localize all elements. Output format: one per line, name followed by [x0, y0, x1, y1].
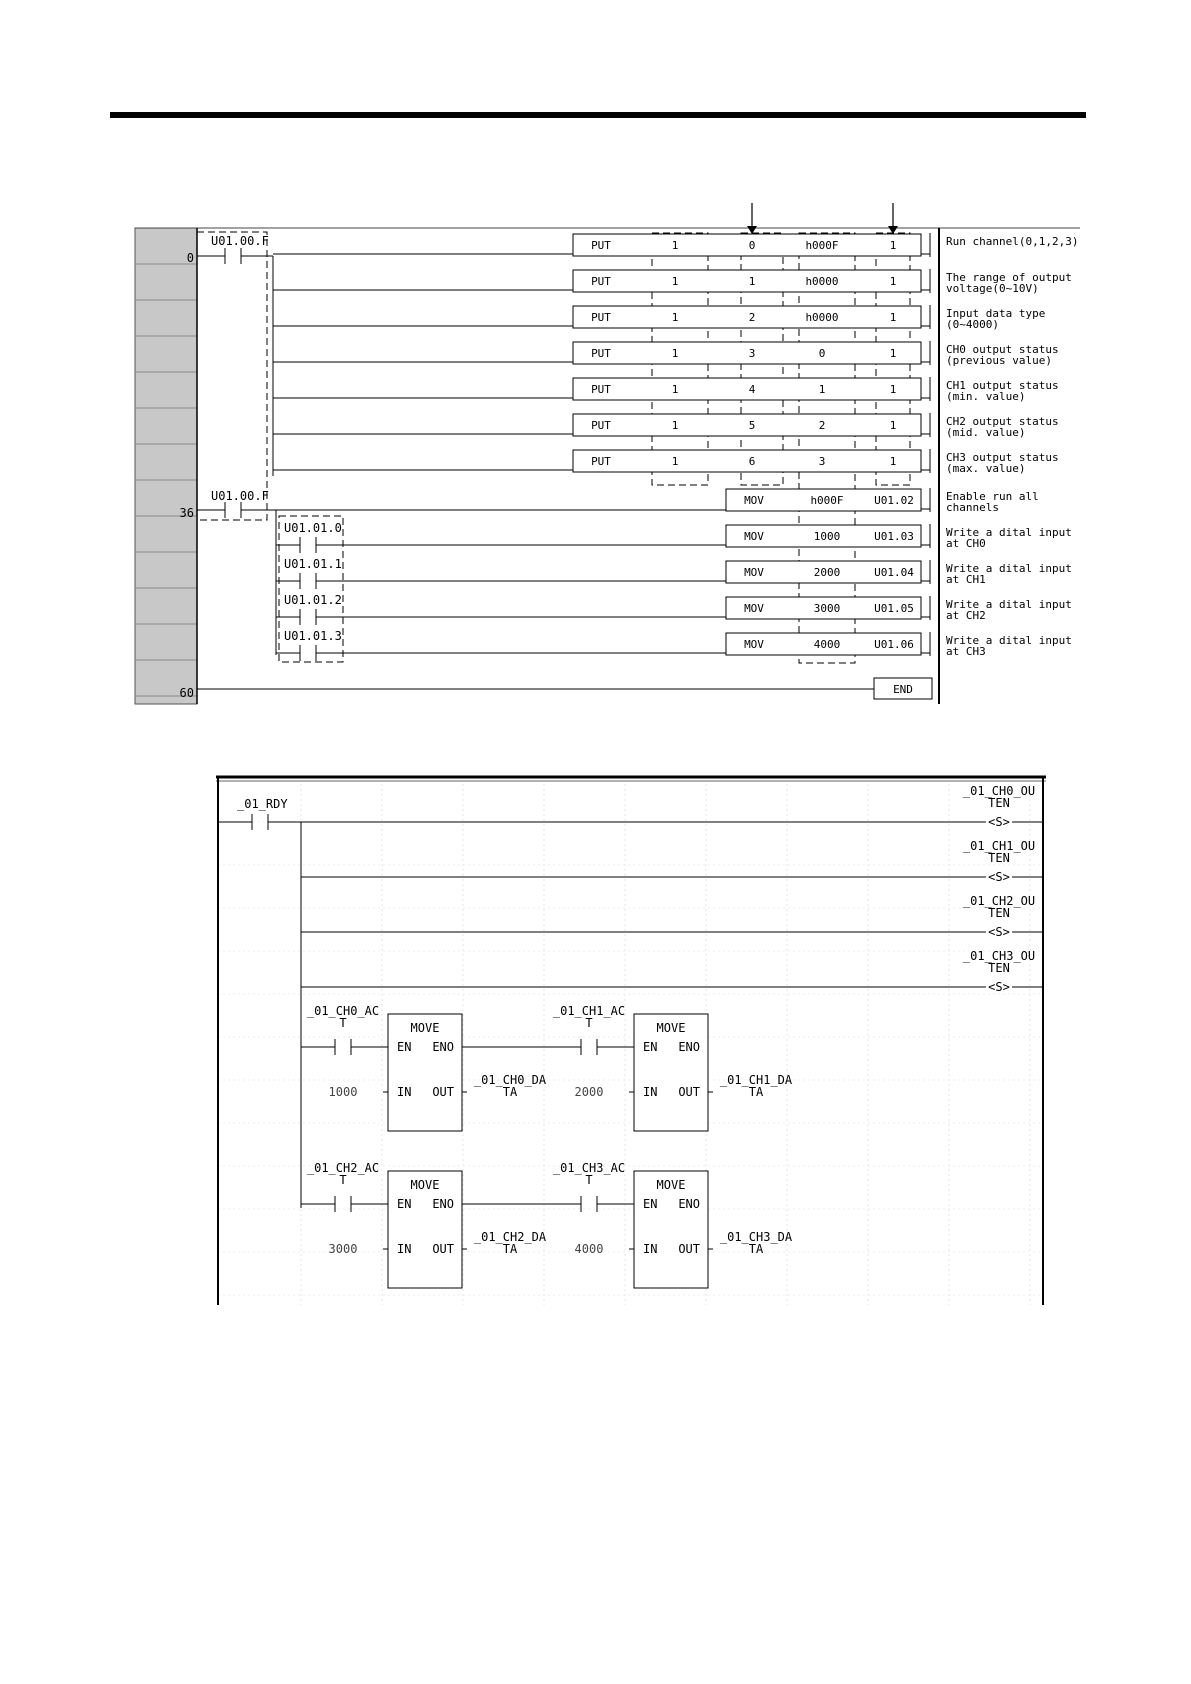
contact-label: _01_CH1_AC [552, 1004, 626, 1018]
set-coil-symbol: <S> [988, 815, 1010, 829]
coil-variable: TEN [988, 851, 1010, 865]
rung-comment: CH3 output status [946, 451, 1059, 464]
pin-en: EN [397, 1197, 412, 1211]
rung-comment: at CH0 [946, 537, 986, 550]
rung-comment: CH1 output status [946, 379, 1059, 392]
input-value: 4000 [574, 1242, 604, 1256]
ladder-program-2 [0, 760, 1191, 1320]
contact-label: U01.01.2 [284, 593, 342, 607]
pin-in: IN [397, 1242, 412, 1256]
output-variable: TA [748, 1242, 764, 1256]
operand-source: 1000 [813, 530, 841, 543]
rung-comment: Write a dital input [946, 634, 1072, 647]
pin-out: OUT [432, 1085, 454, 1099]
set-coil-rows [301, 784, 1043, 994]
operand-slot: 1 [671, 239, 679, 252]
output-variable: _01_CH3_DA [719, 1230, 793, 1244]
operand-count: 1 [889, 311, 897, 324]
step-number: 36 [179, 506, 194, 520]
coil-variable: _01_CH1_OU [962, 839, 1036, 853]
operand-slot: 1 [671, 419, 679, 432]
pin-en: EN [643, 1040, 658, 1054]
input-value: 3000 [328, 1242, 358, 1256]
operand-data: 0 [818, 347, 826, 360]
coil-variable: _01_CH0_OU [962, 784, 1036, 798]
instruction-name: PUT [591, 275, 611, 288]
operand-channel: 1 [748, 275, 756, 288]
end-instruction: END [893, 683, 913, 696]
contact-label: _01_RDY [237, 797, 288, 811]
operand-slot: 1 [671, 311, 679, 324]
operand-data: 2 [818, 419, 826, 432]
ladder-program-1 [0, 0, 1191, 720]
operand-destination: U01.06 [874, 638, 914, 651]
instruction-name: MOV [744, 602, 764, 615]
operand-count: 1 [889, 239, 897, 252]
put-instruction-box [573, 234, 921, 256]
set-coil-symbol: <S> [988, 925, 1010, 939]
step-number: 0 [186, 251, 194, 265]
output-variable: TA [748, 1085, 764, 1099]
rung-comment: Write a dital input [946, 562, 1072, 575]
coil-variable: _01_CH3_OU [962, 949, 1036, 963]
rung-comment: Input data type [946, 307, 1046, 320]
operand-destination: U01.02 [874, 494, 914, 507]
operand-count: 1 [889, 347, 897, 360]
instruction-name: PUT [591, 347, 611, 360]
put-instruction-box [573, 342, 921, 364]
rung-comment: Run channel(0,1,2,3) [946, 235, 1079, 248]
operand-source: 2000 [813, 566, 841, 579]
pin-en: EN [397, 1040, 412, 1054]
step-gutter [135, 228, 197, 704]
rung-comment: (mid. value) [946, 426, 1026, 439]
instruction-name: PUT [591, 311, 611, 324]
rung-comment: Write a dital input [946, 526, 1072, 539]
pin-in: IN [397, 1085, 412, 1099]
output-variable: TA [502, 1242, 518, 1256]
coil-variable: _01_CH2_OU [962, 894, 1036, 908]
operand-slot: 1 [671, 455, 679, 468]
contact-label: U01.00.F [211, 234, 269, 248]
rung-comment: channels [946, 501, 999, 514]
pin-eno: ENO [432, 1040, 454, 1054]
coil-variable: TEN [988, 796, 1010, 810]
instruction-name: PUT [591, 383, 611, 396]
operand-count: 1 [889, 275, 897, 288]
operand-data: h000F [805, 239, 839, 252]
instruction-name: MOV [744, 530, 764, 543]
rung-comment: at CH2 [946, 609, 986, 622]
input-value: 1000 [328, 1085, 358, 1099]
pin-en: EN [643, 1197, 658, 1211]
operand-slot: 1 [671, 383, 679, 396]
operand-channel: 2 [748, 311, 756, 324]
instruction-name: PUT [591, 239, 611, 252]
pin-eno: ENO [432, 1197, 454, 1211]
rung-comment: CH0 output status [946, 343, 1059, 356]
contact-label: T [585, 1016, 593, 1030]
put-instruction-box [573, 306, 921, 328]
output-variable: TA [502, 1085, 518, 1099]
instruction-name: MOV [744, 566, 764, 579]
rung-comment: (min. value) [946, 390, 1026, 403]
contact-label: _01_CH3_AC [552, 1161, 626, 1175]
block-title: MOVE [656, 1178, 686, 1192]
contact-label: T [339, 1016, 347, 1030]
instruction-name: PUT [591, 455, 611, 468]
rung-comment: (0~4000) [946, 318, 999, 331]
operand-channel: 4 [748, 383, 756, 396]
contact-label: T [585, 1173, 593, 1187]
rung-comment: at CH3 [946, 645, 986, 658]
put-instruction-box [573, 450, 921, 472]
operand-destination: U01.05 [874, 602, 914, 615]
mov-instruction-rows [276, 488, 1072, 661]
put-instruction-box [573, 378, 921, 400]
contact-label: U01.01.0 [284, 521, 342, 535]
rung-comment: The range of output [946, 271, 1072, 284]
pin-out: OUT [432, 1242, 454, 1256]
rung-comment: (previous value) [946, 354, 1052, 367]
operand-data: h0000 [805, 311, 839, 324]
operand-source: 3000 [813, 602, 841, 615]
rung-comment: Enable run all [946, 490, 1039, 503]
rung-comment: CH2 output status [946, 415, 1059, 428]
contact-label: U01.01.1 [284, 557, 342, 571]
operand-count: 1 [889, 383, 897, 396]
output-variable: _01_CH2_DA [473, 1230, 547, 1244]
rung-comment: voltage(0~10V) [946, 282, 1039, 295]
output-variable: _01_CH0_DA [473, 1073, 547, 1087]
instruction-name: MOV [744, 494, 764, 507]
operand-slot: 1 [671, 347, 679, 360]
background-grid [218, 784, 1043, 1305]
operand-data: h0000 [805, 275, 839, 288]
pin-in: IN [643, 1242, 658, 1256]
output-variable: _01_CH1_DA [719, 1073, 793, 1087]
set-coil-symbol: <S> [988, 980, 1010, 994]
step-number: 60 [179, 686, 194, 700]
operand-source: 4000 [813, 638, 841, 651]
contact-label: U01.00.F [211, 489, 269, 503]
highlight-box [197, 232, 267, 520]
coil-variable: TEN [988, 906, 1010, 920]
operand-slot: 1 [671, 275, 679, 288]
pin-out: OUT [678, 1242, 700, 1256]
block-title: MOVE [410, 1021, 440, 1035]
coil-variable: TEN [988, 961, 1010, 975]
pin-eno: ENO [678, 1197, 700, 1211]
contact-label: _01_CH2_AC [306, 1161, 380, 1175]
instruction-name: MOV [744, 638, 764, 651]
instruction-name: PUT [591, 419, 611, 432]
operand-destination: U01.03 [874, 530, 914, 543]
operand-channel: 3 [748, 347, 756, 360]
contact-label: _01_CH0_AC [306, 1004, 380, 1018]
operand-channel: 6 [748, 455, 756, 468]
put-instruction-rows [273, 233, 1078, 475]
rung-comment: (max. value) [946, 462, 1026, 475]
rung-comment: at CH1 [946, 573, 986, 586]
operand-data: 1 [818, 383, 826, 396]
block-title: MOVE [656, 1021, 686, 1035]
set-coil-symbol: <S> [988, 870, 1010, 884]
contact-label: U01.01.3 [284, 629, 342, 643]
contact-no [197, 248, 273, 264]
put-instruction-box [573, 270, 921, 292]
operand-channel: 5 [748, 419, 756, 432]
contact-label: T [339, 1173, 347, 1187]
operand-count: 1 [889, 419, 897, 432]
pin-eno: ENO [678, 1040, 700, 1054]
pin-out: OUT [678, 1085, 700, 1099]
operand-destination: U01.04 [874, 566, 914, 579]
block-title: MOVE [410, 1178, 440, 1192]
operand-count: 1 [889, 455, 897, 468]
operand-data: 3 [818, 455, 826, 468]
pin-in: IN [643, 1085, 658, 1099]
operand-source: h000F [810, 494, 844, 507]
input-value: 2000 [574, 1085, 604, 1099]
rung-comment: Write a dital input [946, 598, 1072, 611]
operand-channel: 0 [748, 239, 756, 252]
put-instruction-box [573, 414, 921, 436]
move-function-blocks [301, 1004, 793, 1288]
